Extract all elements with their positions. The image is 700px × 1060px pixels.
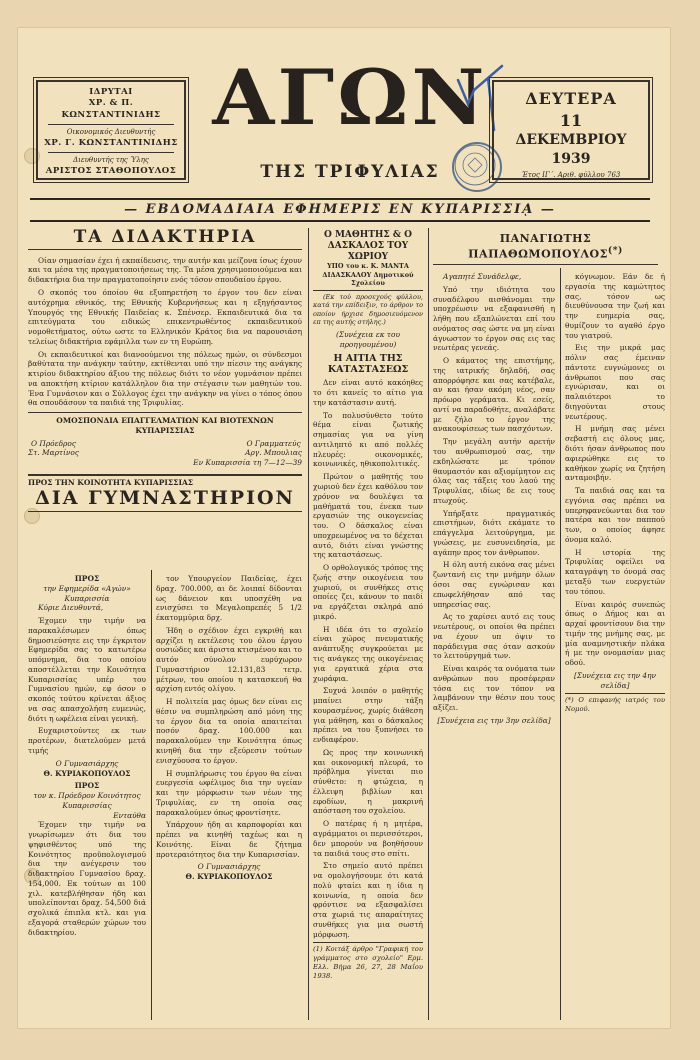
paragraph: Συχνά λοιπόν ο μαθητής μπαίνει στην τάξη κουρασμένος, χωρίς διάθεση για μάθηση, και ο δάσκαλος πρέπει να του ξυπνήσει το ενδιαφέρον. xyxy=(313,686,423,745)
column-divider xyxy=(560,268,561,1020)
paragraph: Υπήρξατε πραγματικός επιστήμων, διότι εκάματε το επάγγελμα λειτούργημα, με γνώσεις, με ευσυνειδησία, με αγάπην προς τον άνθρωπον. xyxy=(433,508,555,557)
letter-recipient: τον κ. Πρόεδρον Κοινότητος Κυπαρισσίας xyxy=(33,791,141,810)
headline-papathomopoulos: ΠΑΝΑΓΙΩΤΗΣ ΠΑΠΑΘΩΜΟΠΟΥΛΟΣ xyxy=(468,232,608,261)
column-divider xyxy=(428,228,429,1020)
paragraph: Η μνήμη σας μένει σεβαστή εις όλους μας, διότι ήσαν άνθρωπος που αφιερώθηκε εις το καθήκον χωρίς να ζητήση ανταμοιβήν. xyxy=(565,424,665,483)
editor-label: Διευθυντής της Ύλης xyxy=(73,156,149,165)
weekly-banner: — ΕΒΔΟΜΑΔΙΑΙΑ ΕΦΗΜΕΡΙΣ ΕΝ ΚΥΠΑΡΙΣΣΙᾼ — xyxy=(30,198,650,222)
paragraph: Τα παιδιά σας και τα εγγόνια σας πρέπει να υπερηφανεύωνται δια τον πατέρα και τον παππού των, ο οποίος άφησε όνομα καλό. xyxy=(565,486,665,544)
paragraph: Η ιδέα ότι το σχολείο είναι χώρος πνευματικής ανάπτυξης συγκρούεται με τις ανάγκες της οικογένειας για εργατικά χέρια στα χωράφια. xyxy=(313,624,423,683)
subheading-aitia: Η ΑΙΤΙΑ ΤΗΣ ΚΑΤΑΣΤΑΣΕΩΣ xyxy=(327,352,409,375)
president-label: Ο Πρόεδρος xyxy=(30,438,76,448)
article-papathomopoulos-header xyxy=(433,232,658,265)
column-divider xyxy=(151,570,152,1020)
paragraph: Είναι καιρός τα ονόματα των ανθρώπων που προσέφεραν τόσα εις τον τόπον να λαμβάνουν την θέσιν που τους αξίζει. xyxy=(433,664,555,713)
date-line: Εν Κυπαρισσία τη 7—12—39 xyxy=(193,458,302,468)
year: 1939 xyxy=(551,151,591,168)
footnote-marker: (*) xyxy=(607,245,623,257)
continuation-note: [Συνέχεια εις την 3ην σελίδα] xyxy=(437,715,551,725)
paragraph: Το πολυσύνθετο τούτο θέμα είναι ζωτικής σημασίας για να γίνη αντιληπτό κι από πολλές πλευρές: οικονομικές, κοινωνικές, ηθικοπολιτικές. xyxy=(313,410,423,469)
paragraph: Στο σημείο αυτό πρέπει να ομολογήσουμε ότι κατά πολύ φταίει και η ίδια η κοινωνία, η οποία δεν φρόντισε να εξασφαλίσει στα χωριά τις απαραίτητες συνθήκες για μια σωστή μόρφωση. xyxy=(313,861,423,939)
footnote: (*) Ο επιφανής ιατρός του Νομού. xyxy=(565,693,665,714)
paragraph: Ως προς την κοινωνική και οικονομική πλευρά, το πρόβλημα γίνεται πιο σύνθετο: η φτώχεια, η έλλειψη βιβλίων και εφοδίων, η μακρινή απόσταση του σχολείου. xyxy=(313,747,423,816)
paragraph: Ας το χαρίσει αυτό εις τους νεωτέρους, οι οποίοι θα πρέπει να έχουν υπ όψιν το παράδειγμα σας όταν ασκούν το λειτούργημά των. xyxy=(433,612,555,661)
paragraph: Η συμπλήρωσις του έργου θα είναι ευεργεσία ωφέλιμος δια την υγείαν και την μόρφωσιν των νέων της Τριφυλίας, εν τη οποία σας παρακαλούμεν όπως φροντίσητε. xyxy=(156,768,302,817)
footnote: (1) Κοιτάξ άρθρο "Γραφική του γράμματος στο σχολείο" Ερμ. Ελλ. Βήμα 26, 27, 28 Μαΐου 1938. xyxy=(313,942,423,981)
signature-name: Θ. ΚΥΡΙΑΚΟΠΟΥΛΟΣ xyxy=(185,872,273,882)
headline-didaktiria: ΤΑ ΔΙΔΑΚΤΗΡΙΑ xyxy=(28,228,302,250)
paragraph: Ήδη ο σχέδιον έχει εγκριθή και αρχίζει η εκτέλεσις του όλου έργου ουσιώδες και άριστα κτισμένου και το αυτόν σύνολον ευρύχωρον Γυμναστήριον 12.131,83 τετρ. μέτρων, του οποίου η κατασκευή θα αρχίση εντός ολίγου. xyxy=(156,625,302,694)
federation-signoff: ΟΜΟΣΠΟΝΔΙΑ ΕΠΑΓΓΕΛΜΑΤΙΩΝ ΚΑΙ ΒΙΟΤΕΧΝΩΝ ΚΥΠΑΡΙΣΣΙΑΣ xyxy=(28,412,302,436)
paragraph: Ο πατέρας ή η μητέρα, αγράμματοι οι περισσότεροι, δεν μπορούν να βοηθήσουν τα παιδιά τους στο σπίτι. xyxy=(313,819,423,858)
paragraph: Την μεγάλη αυτήν αρετήν του ανθρωπισμού σας, την εκδηλώσατε με τρόπον θαυμαστόν και αξιομίμητον εις όλας τας τάξεις του λαού της Τριφυλίας, ιδίως δε εις τους πτωχούς. xyxy=(433,437,555,505)
paragraph: Οι εκπαιδευτικοί και διανοούμενοι της πόλεως ημών, οι σύνδεσμοι βαθύτατα την ανάγκην ταύτην, εκτίθενται υπό την πίεσιν της ανάγκης κτιρίου διδακτηρίου άξιου της πόλεως διότι το νέον γυμνάσιον πρέπει να αποκτήση κτίριον κατάλληλον δια την στέγασιν των μαθητών του. Ένα Γυμνάσιον και ο Σύλλογος έχει την ανάγκην να γίνει ο τόπος όπου θα σπουδάσουν τα παιδιά της Τριφυλίας. xyxy=(28,349,302,408)
founders-box xyxy=(36,80,186,180)
kicker-koinotita: ΠΡΟΣ ΤΗΝ ΚΟΙΝΟΤΗΤΑ ΚΥΠΑΡΙΣΣΙΑΣ xyxy=(28,474,302,488)
column-divider xyxy=(308,228,309,1020)
paragraph: Πρώτον ο μαθητής του χωριού δεν έχει καθόλου τον χρόνον να δουλέψει τα μαθήματά του, ένεκα των εργασιών της οικογενείας του. Ο δάσκαλος είναι υποχρεωμένος να το δέχεται αυτό, διότι είναι γνώστης της καταστάσεως. xyxy=(313,472,423,560)
newspaper-title: ΑΓΩΝ xyxy=(212,53,488,142)
article-didaktiria xyxy=(28,228,302,512)
pros-heading: ΠΡΟΣ xyxy=(74,574,100,583)
paragraph: Εις την μικρά μας πόλιν σας έμειναν πάντοτε ευγνώμονες οι άνθρωποι που σας εγνώρισαν, και οι παλαιότεροι το διηγούνται στους νεωτέρους. xyxy=(565,343,665,421)
month: ΔΕΚΕΜΒΡΙΟΥ xyxy=(515,132,627,149)
byline: ΥΠΟ του κ. Κ. ΜΑΝΤΑ ΔΙΔΑΣΚΑΛΟΥ Δημοτικού Σχολείου xyxy=(313,262,423,290)
signature-name: Θ. ΚΥΡΙΑΚΟΠΟΥΛΟΣ xyxy=(43,768,131,778)
paragraph: Ο ορθολογικός τρόπος της ζωής στην οικογένεια του χωριού, οι συνθήκες στις οποίες ζει, κάνουν το παιδί να εργάζεται σκληρά από μικρό. xyxy=(313,563,423,621)
paragraph: Η πολιτεία μας όμως δεν είναι εις θέσιν να συμπληρώση από μόνη της το έργον δια τα οποία απαιτείται ποσόν δραχ. 100.000 και παρακαλούμεν την Κοινότητα όπως κινηθή δια την εξεύρεσιν τούτων ενισχύουσα το έργον. xyxy=(156,697,302,765)
article-papathomopoulos xyxy=(433,272,555,726)
letter-recipient: την Εφημερίδα «Αγών» Κυπαρισσία xyxy=(43,583,131,603)
paragraph: Υπάρχουν ήδη αι καρποφορίαι και πρέπει να κινηθή ταχέως και η Κοινότης. Είναι δε ζήτημα προτεραιότητος δια την Κυπαρισσίαν. xyxy=(156,820,302,859)
paragraph: Η όλη αυτή εικόνα σας μένει ζωντανή εις την μνήμην όλων όσοι σας εγνώρισαν και επωφελήθησαν από τας υπηρεσίας σας. xyxy=(433,560,555,609)
article-mathitis xyxy=(313,230,423,981)
continuation-note: (Συνέχεια εκ του προηγουμένου) xyxy=(336,330,400,349)
paragraph: Ο κάματος της επιστήμης, της ιατρικής δηλαδή, σας απορρόφησε και σας κατέβαλε, αν και ήσαν ακόμη νέος, σαν πρόωρο γεράματα. Κι εσείς, αντί να παραδοθήτε, αναλάβατε με ζήλο το έργον της ανακουφίσεως των πασχόντων. xyxy=(433,356,555,434)
paragraph: Οίαν σημασίαν έχει ή εκπαίδευσις, την αυτήν και μείζονα ίσως έχουν και τα μέσα της πραγματοποιήσεως της. Τα μέσα χρησιμοποιούμενα και διδακτήρια δια την πραγματοποίησιν ενός τόσον σπουδαίου έργου. xyxy=(28,255,302,285)
newspaper-subtitle: ΤΗΣ ΤΡΙΦΥΛΙΑΣ xyxy=(260,162,440,182)
headline-mathitis: Ο ΜΑΘΗΤΗΣ & Ο ΔΑΣΚΑΛΟΣ ΤΟΥ ΧΩΡΙΟΥ xyxy=(323,230,413,262)
paragraph: Είναι καιρός συνεπώς όπως ο Δήμος και αι αρχαί φροντίσουν δια την τιμήν της μνήμης σας, με μία αναμνηστικήν πλάκα ή με την ονομασίαν μιας οδού. xyxy=(565,599,665,668)
paragraph: κόγνωμον. Εάν δε ή εργασία της καμώτητος σας, τόσον ως διευθύνουσα την ζωή και την ευημερία σας, θυμίζουν το αγαθό έργο του γιατρού. xyxy=(565,272,665,340)
date-box xyxy=(492,80,650,180)
paragraph: Έχομεν την τιμήν να γνωρίσωμεν ότι δια του ψηφισθέντος υπό της Κοινότητος προϋπολογισμού δια την ανέγερσιν του διδακτηρίου Γυμνασίου δραχ. 154,000. Εκ τούτων αι 100 χιλ. κατεβλήθησαν ήδη και υπολείπονται δραχ. 54,500 διά σχολικά έπιπλα κτλ. και για εξαγορά σταθερών χώρων του διδακτηρίου. xyxy=(28,820,146,937)
continuation-note: [Συνέχεια εις την 4ην σελίδα] xyxy=(573,670,657,690)
secretary-label: Ο Γραμματεύς xyxy=(246,438,301,448)
city-line: Ενταύθα xyxy=(113,810,146,820)
paragraph: Υπό την ιδιότητα του συναδέλφου αισθάνομαι την υποχρέωσιν να εξαφανισθή η λήθη που εξαπλώνεται επί του ονόματος σας ώστε να μη είναι άγνωστον το έργον σας εις τας νεωτέρας γενεάς. xyxy=(433,284,555,353)
weekday: ΔΕΥΤΕΡΑ xyxy=(525,89,617,108)
letter-to-newspaper xyxy=(28,574,146,941)
signature-label: Ο Γυμνασιάρχης xyxy=(197,862,261,872)
paragraph: Δεν είναι αυτό κακόηθες το ότι κανείς το αίτιο για την κατάστασιν αυτή. xyxy=(313,378,423,407)
paragraph: Έχομεν την τιμήν να παρακαλέσωμεν όπως δημοσιεύσητε εις την έγκριτον Εφημερίδα σας το κατωτέρω υπόμνημα, δια του οποίου αποστέλλεται την Κοινότητα Κυπαρισσίας υπέρ του Γυμνασίου ημών, εφ όσον ο σκοπός τούτου κρίνεται άξιος να σας απασχολήση ευμενώς, διότι η ωφέλεια είναι γενική. xyxy=(28,616,146,723)
editor-note: (Εκ τού προσεχούς φύλλου, κατά την επίδειξιν, το άρθρον το οποίον ήρχισε δημοσιευόμενον επ της αυτής στήλης.) xyxy=(313,292,423,327)
founders-names: ΧΡ. & Π. ΚΩΝΣΤΑΝΤΙΝΙΔΗΣ xyxy=(61,98,161,120)
letter-continued xyxy=(156,574,302,882)
founders-label: ΙΔΡΥΤΑΙ xyxy=(89,87,133,97)
headline-gymnastirion: ΔΙΑ ΓΥΜΝΑΣΤΗΡΙΟΝ xyxy=(28,488,302,512)
paragraph: Ευχαριστούντες εκ των προτέρων, διατελούμεν μετά τιμής xyxy=(28,726,146,755)
secretary-name: Αργ. Μπουλιας xyxy=(245,448,302,458)
signature-label: Ο Γυμνασιάρχης xyxy=(55,758,119,768)
editor-name: ΑΡΙΣΤΟΣ ΣΤΑΘΟΠΟΥΛΟΣ xyxy=(45,165,177,176)
salutation: Αγαπητέ Συνάδελφε, xyxy=(443,272,522,281)
salutation: Κύριε Διευθυντά, xyxy=(38,603,104,613)
paragraph: Η ιστορία της Τριφυλίας οφείλει να καταγράψη το όνομά σας μεταξύ των ευεργετών του τόπου. xyxy=(565,547,665,596)
paragraph: τον Υπουργείον Παιδείας, έχει δραχ. 700.000, αι δε λοιπαί δίδονται ως δάνειον και υποσχέθη να ενισχύσει το Μεγαλοπρεπές 5 1/2 έκατομμύρια δρχ. xyxy=(156,574,302,623)
paragraph: Ο σκοπός του όποίου θα εξυπηρετήση το έργον του δεν είναι αυτόχρημα εθνικός, της Εθνικής Κυβερνήσεως και η εξηγήσαντος Υπουργός της Εθνικής Παιδείας κ. Σπένσερ. Εκπαιδευτικά δια τα επιτεύγματα του ειδικώς επικεντρωθέντος εκπαιδευτικού νομοθετήματος, ούτω ωστε το Ελληνικόν Κράτος δια να παρουσιάση τελείως διδακτήρια εφάμιλλα των εν τη Ευρώπη. xyxy=(28,287,302,346)
issue-number: Έτος ΙΓ΄. Αριθ. φύλλου 763 xyxy=(521,170,621,179)
finance-label: Οικονομικός Διευθυντής xyxy=(66,128,156,137)
president-name: Στ. Μαρτίνος xyxy=(28,448,79,458)
finance-director: ΧΡ. Γ. ΚΩΝΣΤΑΝΤΙΝΙΔΗΣ xyxy=(44,137,178,148)
pros-heading: ΠΡΟΣ xyxy=(74,781,100,791)
article-papathomopoulos-continued xyxy=(565,272,665,714)
day-number: 11 xyxy=(559,110,583,130)
